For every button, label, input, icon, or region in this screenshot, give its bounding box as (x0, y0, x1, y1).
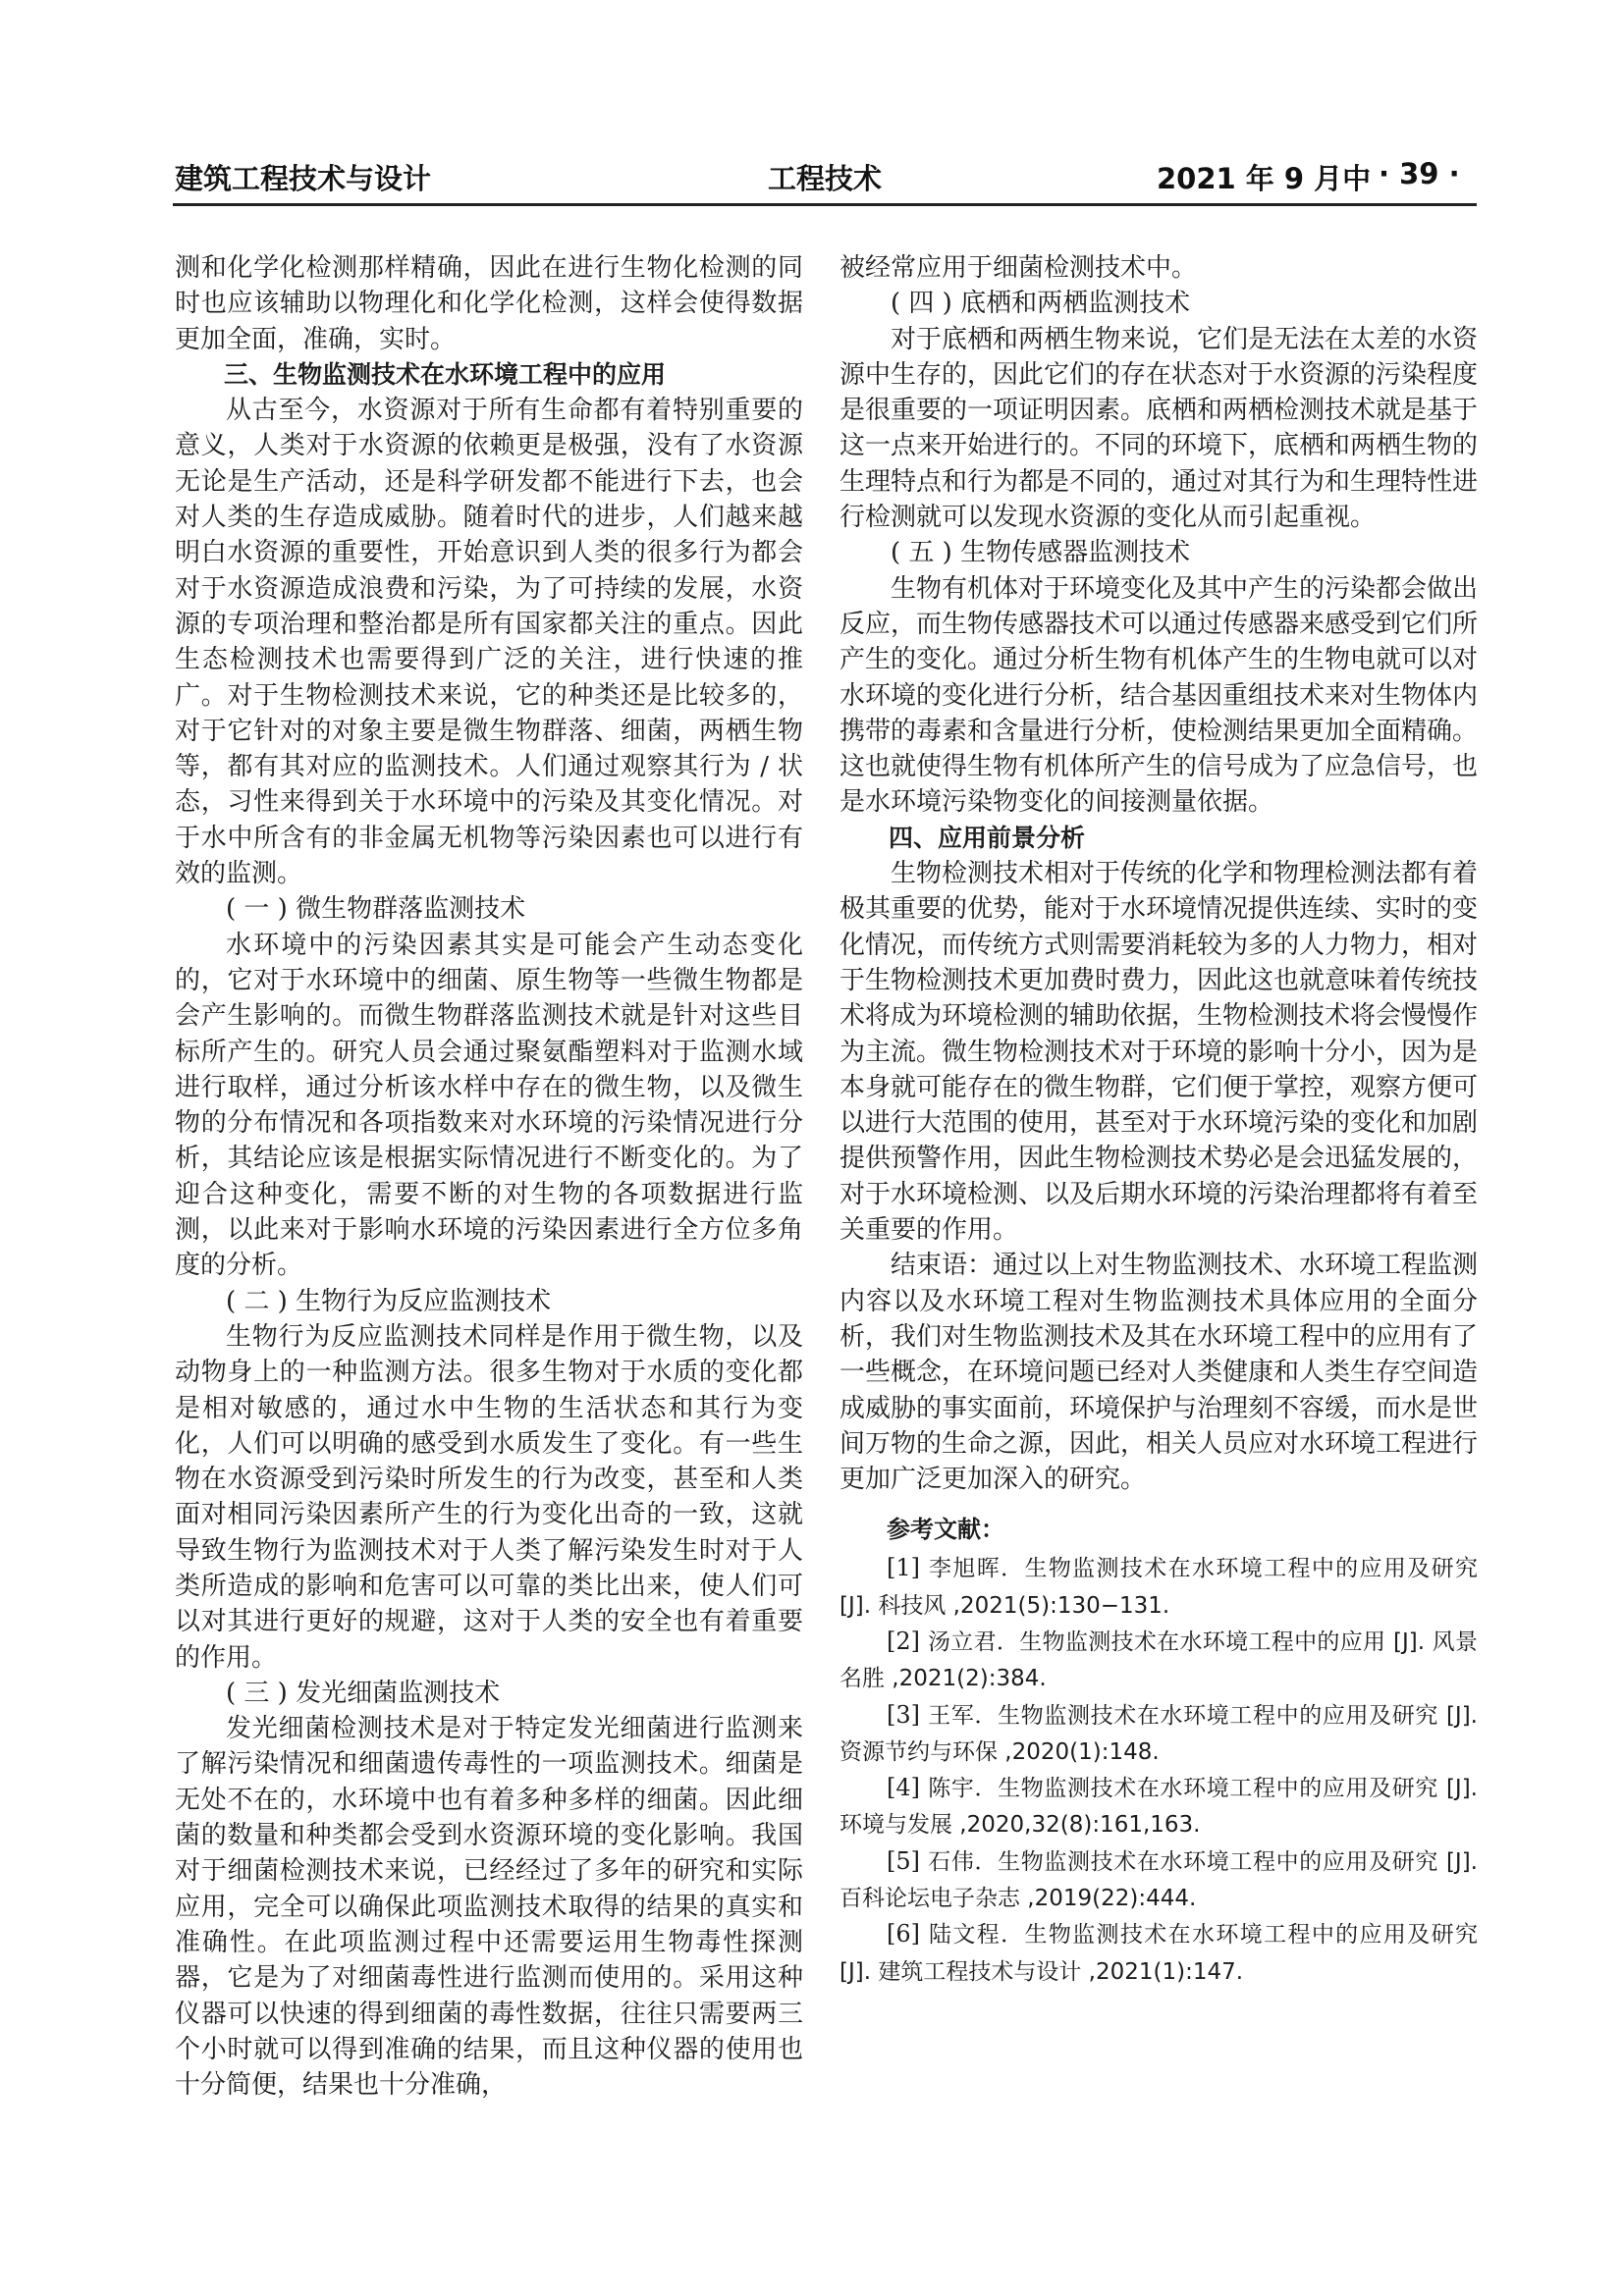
subsection-heading: ( 三 ) 发光细菌监测技术 (226, 1678, 501, 1708)
reference-text: 陈宇．生物监测技术在水环境工程中的应用及研究 [J]. 环境与发展 ,2020,32(8):161,163. (839, 1776, 1478, 1839)
paragraph: 发光细菌检测技术是对于特定发光细菌进行监测来了解污染情况和细菌遗传毒性的一项监测技术。细菌是无处不在的，水环境中也有着多种多样的细菌。因此细菌的数量和种类都会受到水资源环境的变化影响。我国对于细菌检测技术来说，已经经过了多年的研究和实际应用，完全可以确保此项监测技术取得的结果的真实和准确性。在此项监测过程中还需要运用生物毒性探测器，它是为了对细菌毒性进行监测而使用的。采用这种仪器可以快速的得到细菌的毒性数据，往往只需要两三个小时就可以得到准确的结果，而且这种仪器的使用也十分简便，结果也十分准确， (175, 1714, 803, 2101)
issue-date: 2021 年 9 月中 (1157, 162, 1372, 195)
paragraph: 被经常应用于细菌检测技术中。 (839, 253, 1198, 283)
reference-item (839, 1550, 1478, 1624)
reference-item (839, 1843, 1478, 1917)
header-rule (173, 203, 1477, 206)
conclusion-paragraph: 结束语：通过以上对生物监测技术、水环境工程监测内容以及水环境工程对生物监测技术具体应用的全面分析，我们对生物监测技术及其在水环境工程中的应用有了一些概念，在环境问题已经对人类健康和人类生存空间造成威胁的事实面前，环境保护与治理刻不容缓，而水是世间万物的生命之源，因此，相关人员应对水环境工程进行更加广泛更加深入的研究。 (839, 1251, 1479, 1495)
reference-number: [2] (887, 1627, 920, 1655)
right-column (839, 250, 1478, 1990)
reference-number: [3] (887, 1700, 920, 1729)
paragraph: 水环境中的污染因素其实是可能会产生动态变化的，它对于水环境中的细菌、原生物等一些微生物都是会产生影响的。而微生物群落监测技术就是针对这些目标所产生的。研究人员会通过聚氨酯塑料对于监测水域进行取样，通过分析该水样中存在的微生物，以及微生物的分布情况和各项指数来对水环境的污染情况进行分析，其结论应该是根据实际情况进行不断变化的。为了迎合这种变化，需要不断的对生物的各项数据进行监测，以此来对于影响水环境的污染因素进行全方位多角度的分析。 (175, 930, 803, 1281)
left-column (175, 250, 803, 2103)
reference-item (839, 1624, 1478, 1697)
references-title: 参考文献： (887, 1516, 1004, 1544)
journal-title: 建筑工程技术与设计 (175, 162, 432, 195)
reference-number: [4] (887, 1774, 920, 1802)
reference-text: 石伟．生物监测技术在水环境工程中的应用及研究 [J]. 百科论坛电子杂志 ,2019(22):444. (839, 1848, 1478, 1912)
paragraph: 生物行为反应监测技术同样是作用于微生物，以及动物身上的一种监测方法。很多生物对于水质的变化都是相对敏感的，通过水中生物的生活状态和其行为变化，人们可以明确的感受到水质发生了变化。有一些生物在水资源受到污染时所发生的行为改变，甚至和人类面对相同污染因素所产生的行为变化出奇的一致，这就导致生物行为监测技术对于人类了解污染发生时对于人类所造成的影响和危害可以可靠的类比出来，使人们可以对其进行更好的规避，这对于人类的安全也有着重要的作用。 (175, 1321, 803, 1673)
paragraph: 对于底栖和两栖生物来说，它们是无法在太差的水资源中生存的，因此它们的存在状态对于水资源的污染程度是很重要的一项证明因素。底栖和两栖检测技术就是基于这一点来开始进行的。不同的环境下，底栖和两栖生物的生理特点和行为都是不同的，通过对其行为和生理特性进行检测就可以发现水资源的变化从而引起重视。 (839, 324, 1479, 533)
reference-item (839, 1770, 1478, 1843)
section-title: 工程技术 (768, 162, 883, 195)
reference-text: 陆文程．生物监测技术在水环境工程中的应用及研究 [J]. 建筑工程技术与设计 ,2021(1):147. (839, 1922, 1478, 1985)
section-heading: 四、应用前景分析 (889, 823, 1086, 852)
reference-text: 王军．生物监测技术在水环境工程中的应用及研究 [J]. 资源节约与环保 ,2020(1):148. (839, 1702, 1478, 1765)
section-heading: 三、生物监测技术在水环境工程中的应用 (224, 359, 667, 389)
paragraph: 测和化学化检测那样精确，因此在进行生物化检测的同时也应该辅助以物理化和化学化检测，这样会使得数据更加全面，准确，实时。 (175, 253, 803, 354)
subsection-heading: ( 五 ) 生物传感器监测技术 (891, 538, 1191, 568)
reference-item (839, 1916, 1478, 1990)
reference-text: 汤立君．生物监测技术在水环境工程中的应用 [J]. 风景名胜 ,2021(2):384. (839, 1629, 1478, 1692)
paragraph: 生物有机体对于环境变化及其中产生的污染都会做出反应，而生物传感器技术可以通过传感器来感受到它们所产生的变化。通过分析生物有机体产生的生物电就可以对水环境的变化进行分析，结合基因重组技术来对生物体内携带的毒素和含量进行分析，使检测结果更加全面精确。这也就使得生物有机体所产生的信号成为了应急信号，也是水环境污染物变化的间接测量依据。 (839, 573, 1479, 818)
paragraph: 生物检测技术相对于传统的化学和物理检测法都有着极其重要的优势，能对于水环境情况提供连续、实时的变化情况，而传统方式则需要消耗较为多的人力物力，相对于生物检测技术更加费时费力，因此这也就意味着传统技术将成为环境检测的辅助依据，生物检测技术将会慢慢作为主流。微生物检测技术对于环境的影响十分小，因为是本身就可能存在的微生物群，它们便于掌控，观察方便可以进行大范围的使用，甚至对于水环境污染的变化和加剧提供预警作用，因此生物检测技术势必是会迅猛发展的，对于水环境检测、以及后期水环境的污染治理都将有着至关重要的作用。 (839, 859, 1479, 1246)
paragraph: 从古至今，水资源对于所有生命都有着特别重要的意义，人类对于水资源的依赖更是极强，没有了水资源无论是生产活动，还是科学研发都不能进行下去，也会对人类的生存造成威胁。随着时代的进步，人们越来越明白水资源的重要性，开始意识到人类的很多行为都会对于水资源造成浪费和污染，为了可持续的发展，水资源的专项治理和整治都是所有国家都关注的重点。因此生态检测技术也需要得到广泛的关注，进行快速的推广。对于生物检测技术来说，它的种类还是比较多的，对于它针对的对象主要是微生物群落、细菌，两栖生物等，都有其对应的监测技术。人们通过观察其行为 / 状态，习性来得到关于水环境中的污染及其变化情况。对于水中所含有的非金属无机物等污染因素也可以进行有效的监测。 (175, 396, 803, 889)
page-number: · 39 · (1379, 157, 1460, 190)
subsection-heading: ( 四 ) 底栖和两栖监测技术 (891, 289, 1191, 319)
reference-number: [1] (887, 1554, 920, 1582)
reference-text: 李旭晖．生物监测技术在水环境工程中的应用及研究 [J]. 科技风 ,2021(5):130−131. (839, 1556, 1478, 1619)
reference-item (839, 1697, 1478, 1771)
subsection-heading: ( 二 ) 生物行为反应监测技术 (226, 1286, 552, 1316)
reference-number: [6] (887, 1920, 920, 1949)
subsection-heading: ( 一 ) 微生物群落监测技术 (226, 894, 526, 925)
reference-number: [5] (887, 1846, 920, 1875)
